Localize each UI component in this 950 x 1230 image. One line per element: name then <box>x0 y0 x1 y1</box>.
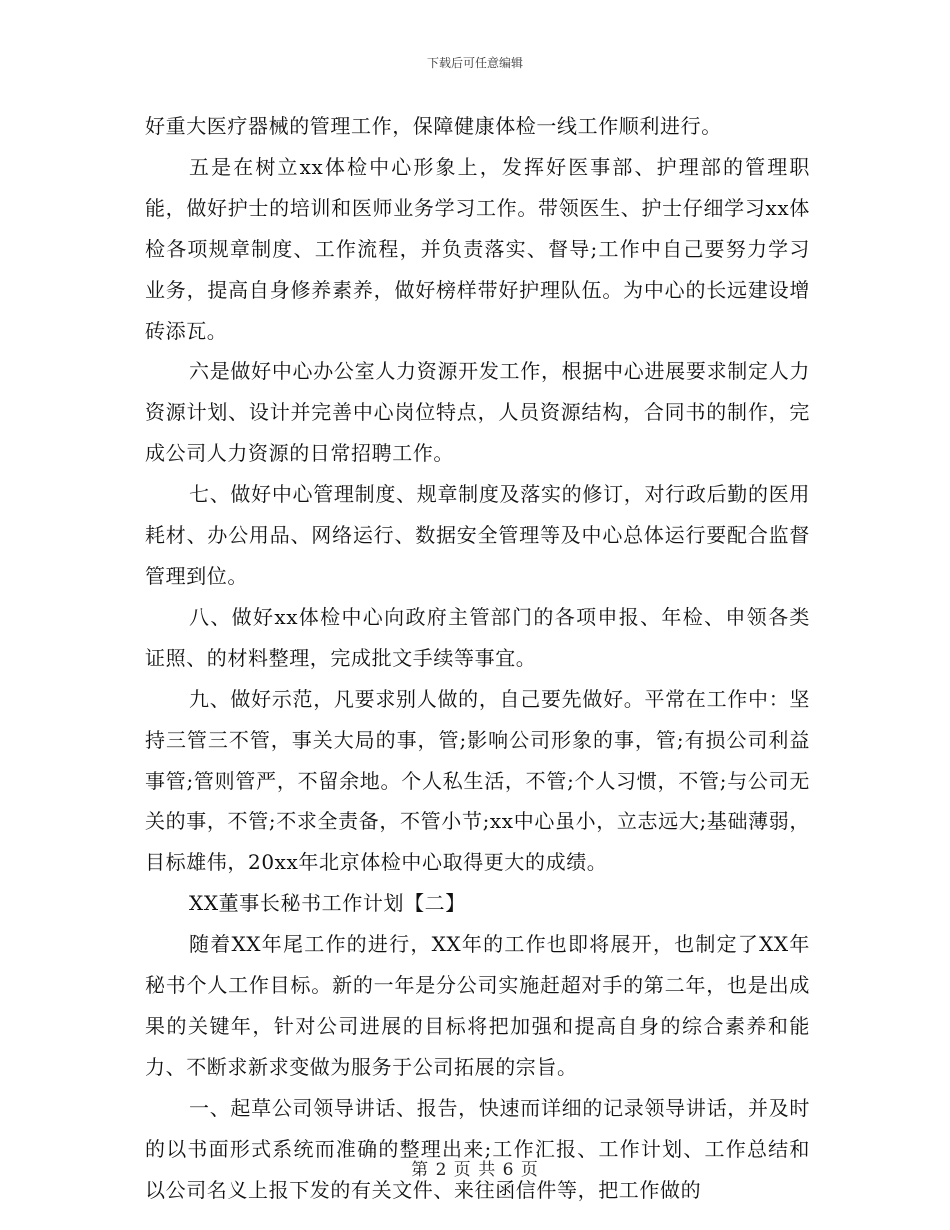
paragraph-item-5: 五是在树立xx体检中心形象上，发挥好医事部、护理部的管理职能，做好护士的培训和医师业务学习工作。带领医生、护士仔细学习xx体检各项规章制度、工作流程，并负责落实、督导;工作中自己要努力学习业务，提高自身修养素养，做好榜样带好护理队伍。为中心的长远建设增砖添瓦。 <box>145 154 810 343</box>
paragraph-intro: 随着XX年尾工作的进行，XX年的工作也即将展开，也制定了XX年秘书个人工作目标。新的一年是分公司实施赶超对手的第二年，也是出成果的关键年，针对公司进展的目标将把加强和提高自身的综合素养和能力、不断求新求变做为服务于公司拓展的宗旨。 <box>145 932 810 1079</box>
paragraph-item-6: 六是做好中心办公室人力资源开发工作，根据中心进展要求制定人力资源计划、设计并完善中心岗位特点，人员资源结构，合同书的制作，完成公司人力资源的日常招聘工作。 <box>145 359 810 466</box>
paragraph-continuation: 好重大医疗器械的管理工作，保障健康体检一线工作顺利进行。 <box>145 114 722 138</box>
section-heading: XX董事长秘书工作计划【二】 <box>189 891 466 916</box>
paragraph-item-9: 九、做好示范，凡要求别人做的，自己要先做好。平常在工作中：坚持三管三不管，事关大局的事，管;影响公司形象的事，管;有损公司利益事管;管则管严，不留余地。个人私生活，不管;个人习惯，不管;与公司无关的事，不管;不求全责备，不管小节;xx中心虽小，立志远大;基础薄弱，目标雄伟，20xx年北京体检中心取得更大的成绩。 <box>145 686 810 875</box>
document-body <box>145 106 810 1210</box>
paragraph-item-1: 一、起草公司领导讲话、报告，快速而详细的记录领导讲话，并及时的以书面形式系统而准确的整理出来;工作汇报、工作计划、工作总结和以公司名义上报下发的有关文件、来往函信件等，把工作做的 <box>145 1095 810 1202</box>
page-footer: 第 2 页 共 6 页 <box>411 1160 539 1180</box>
page-header: 下载后可任意编辑 <box>426 56 523 70</box>
paragraph-item-7: 七、做好中心管理制度、规章制度及落实的修订，对行政后勤的医用耗材、办公用品、网络运行、数据安全管理等及中心总体运行要配合监督管理到位。 <box>145 482 810 588</box>
paragraph-item-8: 八、做好xx体检中心向政府主管部门的各项申报、年检、申领各类证照、的材料整理，完成批文手续等事宜。 <box>145 604 810 670</box>
